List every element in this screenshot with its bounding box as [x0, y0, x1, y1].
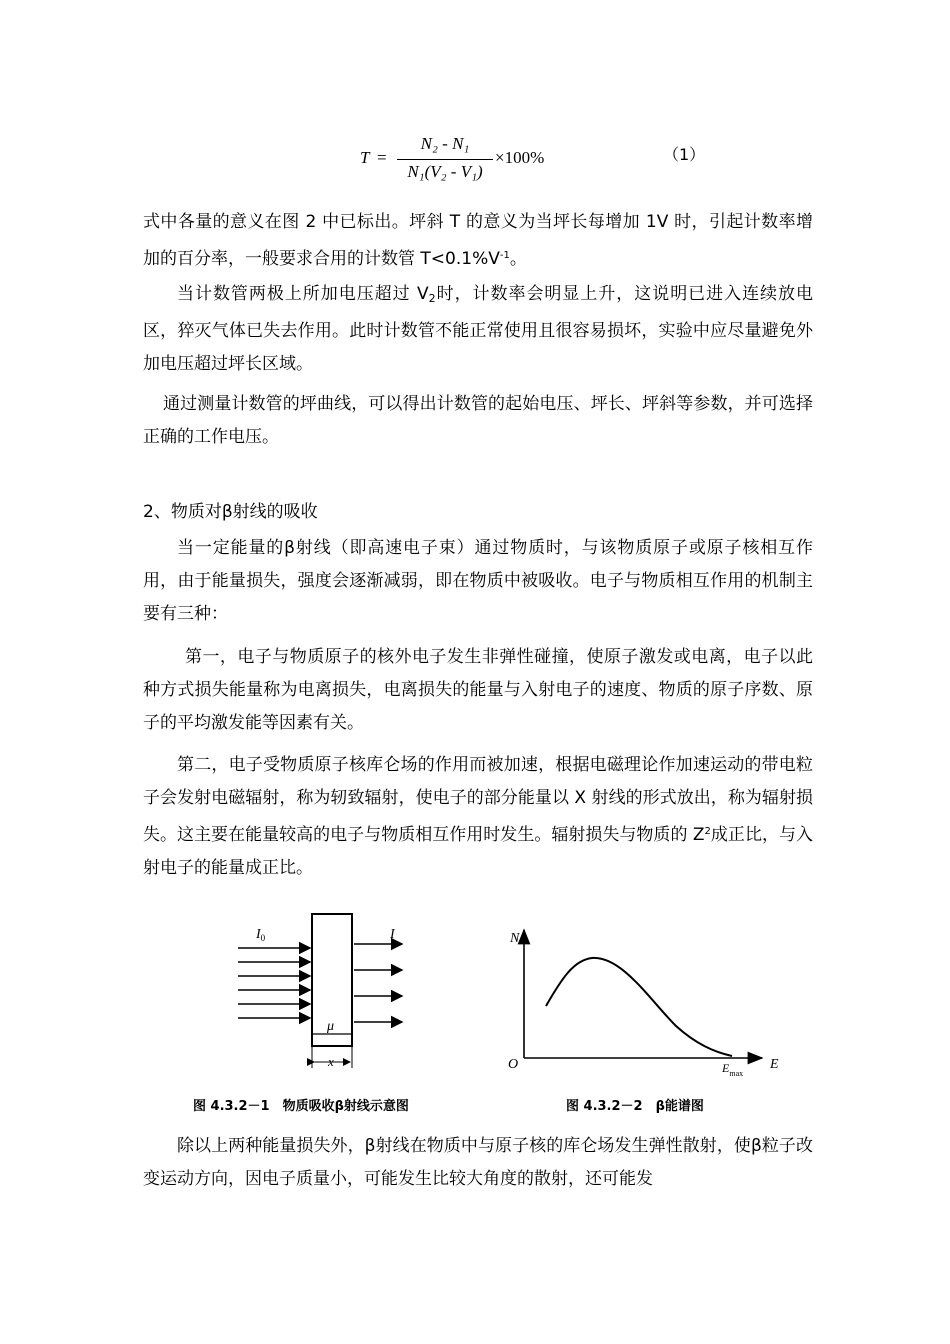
formula-lhs: T	[360, 148, 370, 167]
paragraph-beta-intro: 当一定能量的β射线（即高速电子束）通过物质时，与该物质原子或原子核相互作用，由于能量损失，强度会逐渐减弱，即在物质中被吸收。电子与物质相互作用的机制主要有三种：	[143, 538, 813, 624]
label-incident-intensity: $I_0$	[256, 927, 266, 943]
label-emax: $E_{max}$	[722, 1061, 744, 1078]
paragraph-text: 当计数管两极上所加电压超过 V	[177, 284, 429, 304]
paragraph-text: 。	[509, 249, 527, 269]
outgoing-beam-arrows	[354, 944, 402, 1022]
subscript: 2	[428, 292, 436, 305]
paragraph-text: 第二，电子受物质原子核库仑场的作用而被加速，根据电磁理论作加速运动的带电粒子会发射电磁辐射，称为轫致辐射，使电子的部分能量以 X 射线的形式放出，称为辐射损失。这主要在能量较高的电子与物质相互作用时发生。辐射损失与物质的 Z	[143, 755, 813, 845]
paragraph-ionization-loss: 第一，电子与物质原子的核外电子发生非弹性碰撞，使原子激发或电离，电子以此种方式损失能量称为电离损失，电离损失的能量与入射电子的速度、物质的原子序数、原子的平均激发能等因素有关。	[143, 647, 813, 733]
label-axis-n: N	[510, 931, 520, 946]
superscript: -1	[499, 250, 510, 261]
superscript: 2	[704, 826, 711, 837]
paragraph-text: 成正比，与入射电子的能量成正比。	[143, 825, 813, 878]
label-transmitted-intensity: I	[390, 927, 395, 942]
incoming-beam-arrows	[238, 948, 310, 1018]
formula-denominator: N₁(V₂ - V₁)	[407, 162, 483, 181]
paragraph-radiation-loss	[143, 749, 813, 885]
fraction-bar	[397, 159, 493, 160]
paragraph-text: 式中各量的意义在图 2 中已标出。坪斜 T 的意义为当坪长每增加 1V 时，引起计数率增加的百分率，一般要求合用的计数管 T<0.1%V	[143, 212, 813, 269]
formula-numerator: N₂ - N₁	[420, 134, 470, 153]
paragraph-elastic-scattering: 除以上两种能量损失外，β射线在物质中与原子核的库仑场发生弹性散射，使β粒子改变运动方向，因电子质量小，可能发生比较大角度的散射，还可能发	[143, 1136, 813, 1189]
figure-absorption-schematic	[230, 910, 450, 1080]
label-axis-e: E	[770, 1057, 779, 1072]
paragraph-plateau-curve: 通过测量计数管的坪曲线，可以得出计数管的起始电压、坪长、坪斜等参数，并可选择正确的工作电压。	[143, 394, 813, 447]
formula-equals: =	[377, 148, 387, 167]
figure2-caption: 图 4.3.2－2 β能谱图	[566, 1099, 704, 1114]
spectrum-curve	[546, 958, 732, 1056]
formula-1	[355, 132, 715, 192]
label-thickness: x	[328, 1054, 334, 1069]
paragraph-slope	[143, 206, 813, 276]
paragraph-overvoltage	[143, 278, 813, 381]
equation-number: （1）	[663, 145, 706, 164]
label-absorption-coefficient: μ	[327, 1019, 335, 1034]
formula-multiplier: ×100%	[495, 148, 545, 167]
figure-beta-spectrum	[500, 918, 790, 1078]
label-origin: O	[508, 1057, 519, 1072]
section-heading-beta-absorption: 2、物质对β射线的吸收	[143, 502, 318, 522]
figure1-caption: 图 4.3.2－1 物质吸收β射线示意图	[193, 1099, 409, 1114]
paragraph-text: 时，计数率会明显上升，这说明已进入连续放电区，猝灭气体已失去作用。此时计数管不能正常使用且很容易损坏，实验中应尽量避免外加电压超过坪长区域。	[143, 284, 813, 374]
